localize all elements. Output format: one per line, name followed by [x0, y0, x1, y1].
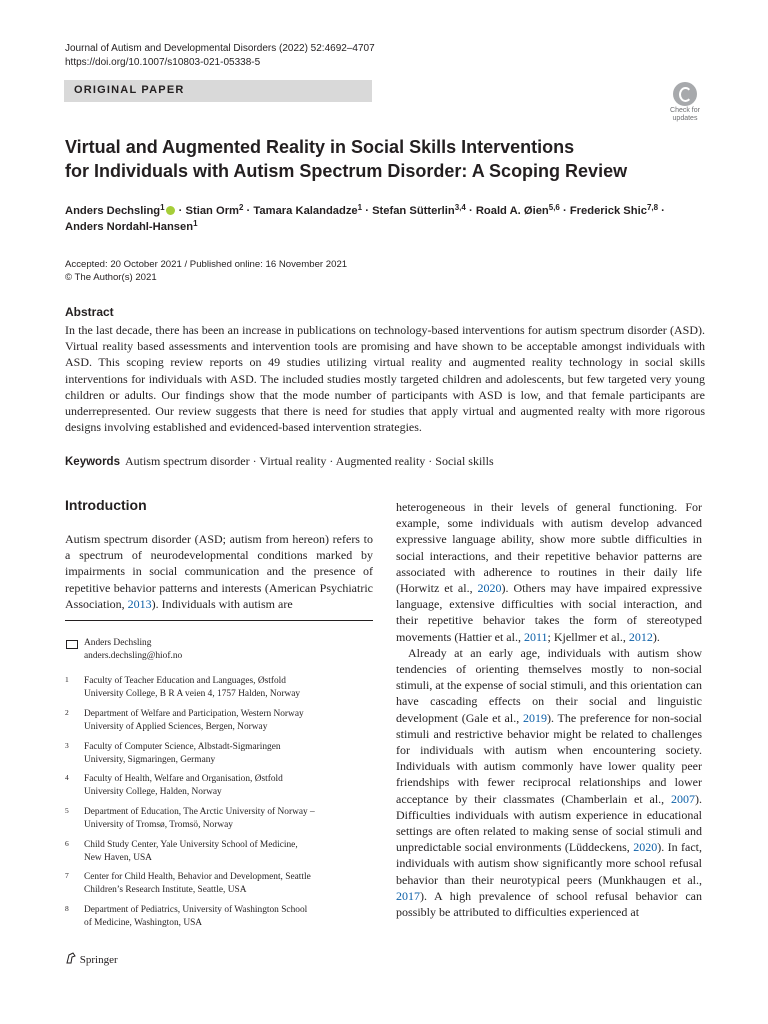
- affil-line: Children’s Research Institute, Seattle, USA: [84, 885, 247, 895]
- check-updates-icon: [673, 82, 697, 106]
- author-name[interactable]: Anders Nordahl-Hansen: [65, 221, 194, 233]
- citation-link[interactable]: 2020: [633, 840, 658, 855]
- body-text: Already at an early age, individuals with autism show tendencies of orienting themselves mostly to non-social stimuli, at the expense of social stimuli, and this orientation can have cascading effects on their social and linguistic development (Gale et al.,: [396, 645, 702, 725]
- affil-line: New Haven, USA: [84, 853, 152, 863]
- affil-number: 7: [65, 871, 69, 880]
- publisher-footer: [65, 952, 118, 966]
- affil-line: Department of Pediatrics, University of Washington School: [84, 905, 308, 915]
- intro-left-column: [65, 531, 373, 612]
- author-affil: 1: [193, 219, 198, 228]
- body-text: ). Individuals with autism are: [151, 596, 293, 611]
- badge-line-2: updates: [672, 115, 698, 122]
- springer-horse-icon: [65, 952, 77, 964]
- keywords: [65, 454, 705, 469]
- citation-link[interactable]: 2007: [671, 791, 695, 806]
- intro-paragraph-1: [65, 531, 373, 612]
- badge-line-1: Check for: [670, 107, 700, 114]
- article-type-banner: [64, 80, 372, 102]
- citation-link[interactable]: 2011: [523, 629, 548, 644]
- author-affil: 5,6: [548, 203, 560, 212]
- doi-link[interactable]: https://doi.org/10.1007/s10803-021-05338-5: [65, 57, 261, 68]
- paper-title: [65, 135, 685, 183]
- author-affil: 2: [239, 203, 244, 212]
- body-text: ). Difficulties individuals with autism experience in educational settings are often related to making sense of social stimuli and unpredictable social environments (Lüddeckens,: [396, 791, 702, 855]
- body-text: ). Others may have impaired expressive language, extensive difficulties with social interaction, and their repetitive behavior takes the form of stereotyped movements (Hattier et al.,: [396, 581, 702, 644]
- journal-citation: Journal of Autism and Developmental Disorders (2022) 52:4692–4707: [65, 43, 375, 54]
- corr-email[interactable]: anders.dechsling@hiof.no: [84, 651, 183, 661]
- intro-right-column: [396, 499, 702, 920]
- affil-number: 6: [65, 839, 69, 848]
- body-text: ). A high prevalence of school refusal behavior can possibly be attributed to difficulties experienced at: [396, 888, 702, 920]
- keywords-terms: Autism spectrum disorder · Virtual reality · Augmented reality · Social skills: [124, 454, 494, 468]
- intro-paragraph-2: [396, 499, 702, 645]
- affil-line: University College, B R A veien 4, 1757 Halden, Norway: [84, 689, 301, 699]
- author-line-2: [65, 219, 705, 235]
- corresponding-author: [65, 637, 375, 663]
- author-affil: 1: [160, 203, 165, 212]
- affil-number: 3: [65, 741, 69, 750]
- affil-number: 8: [65, 904, 69, 913]
- footnote-divider: [65, 620, 373, 621]
- author-affil: 7,8: [646, 203, 659, 212]
- affil-line: Center for Child Health, Behavior and Development, Seattle: [84, 872, 311, 882]
- affil-line: Department of Welfare and Participation, Western Norway: [84, 709, 304, 719]
- affil-line: University of Applied Sciences, Bergen, Norway: [84, 722, 268, 732]
- affil-number: 4: [65, 773, 69, 782]
- author-name[interactable]: Stian Orm: [185, 205, 239, 217]
- envelope-icon: [66, 640, 78, 649]
- affil-line: Faculty of Computer Science, Albstadt-Sigmaringen: [84, 742, 281, 752]
- affil-number: 1: [65, 675, 69, 684]
- author-affil: 3,4: [454, 203, 466, 212]
- body-text: ). In fact, individuals with autism show significantly more school refusal behavior than their neurotypical peers (Munkhaugen et al.,: [396, 840, 702, 887]
- publication-dates: [65, 258, 347, 284]
- affil-line: Child Study Center, Yale University School of Medicine,: [84, 840, 298, 850]
- publisher-name: Springer: [79, 954, 118, 966]
- citation-link[interactable]: 2020: [477, 581, 502, 596]
- title-line-2: for Individuals with Autism Spectrum Disorder: A Scoping Review: [65, 161, 628, 181]
- author-list: [65, 203, 705, 235]
- author-name[interactable]: Tamara Kalandadze: [253, 205, 358, 217]
- title-line-1: Virtual and Augmented Reality in Social Skills Interventions: [65, 137, 575, 157]
- affil-line: University, Sigmaringen, Germany: [84, 755, 216, 765]
- author-name[interactable]: Stefan Sütterlin: [372, 205, 455, 217]
- intro-paragraph-3: [396, 645, 702, 920]
- keywords-label: Keywords: [65, 456, 120, 468]
- author-name[interactable]: Roald A. Øien: [475, 205, 549, 217]
- author-line-1: Anders Dechsling$^1$ · Stian Orm$^2$ · Tamara Kalandadze$^1$ · Stefan Sütterlin$^{3,4}$ · Roald A. Øien$^{5,6}$ · Frederick Shic$^{7,8}$ ·: [65, 203, 665, 217]
- article-type-label: ORIGINAL PAPER: [74, 84, 185, 96]
- body-text: ).: [652, 629, 660, 644]
- affil-line: Faculty of Teacher Education and Languages, Østfold: [84, 676, 286, 686]
- author-name[interactable]: Frederick Shic: [569, 205, 647, 217]
- orcid-icon[interactable]: [166, 206, 175, 215]
- abstract-heading: Abstract: [65, 305, 114, 319]
- author-affil: 1: [357, 203, 363, 212]
- abstract-text: In the last decade, there has been an increase in publications on technology-based interventions for autism spectrum disorder (ASD). Virtual reality based assessments and intervention tools are promising and have shown to be acceptable amongst individuals with ASD. This scoping review reports on 49 studies utilizing virtual reality and augmented reality technology in social skills interventions for individuals with ASD. The included studies mostly targeted children and adolescents, but few targeted very young children or adults. Our findings show that the mode number of participants with ASD is low, and that female participants are underrepresented. Our review suggests that there is need for studies that apply virtual and augmented realty with more rigorous designs involving established and evidenced-based intervention strategies.: [65, 323, 705, 435]
- check-for-updates-badge[interactable]: [664, 82, 706, 126]
- affil-number: 2: [65, 708, 69, 717]
- affil-number: 5: [65, 806, 69, 815]
- affil-line: University of Tromsø, Tromsö, Norway: [84, 820, 233, 830]
- author-name[interactable]: Anders Dechsling: [65, 205, 161, 217]
- copyright-line: © The Author(s) 2021: [65, 272, 157, 283]
- body-text: ). The preference for non-social stimuli and restrictive behavior might be related to challenges for individuals with autism when encountering society. Individuals with autism commonly have lower quality peer friendships with fewer reciprocal relationships and lower acceptance by their classmates (Chamberlain et al.,: [396, 710, 702, 806]
- body-text: Autism spectrum disorder (ASD; autism from hereon) refers to a spectrum of neurodevelopmental conditions marked by impairments in social communication and the presence of repetitive behavior patterns and interests (American Psychiatric Association,: [65, 532, 373, 611]
- affil-line: Faculty of Health, Welfare and Organisation, Østfold: [84, 774, 283, 784]
- citation-link[interactable]: 2012: [628, 629, 653, 644]
- affil-line: Department of Education, The Arctic University of Norway –: [84, 807, 315, 817]
- accepted-published-line: Accepted: 20 October 2021 / Published online: 16 November 2021: [65, 259, 348, 270]
- body-text: heterogeneous in their levels of general functioning. For example, some individuals with autism develop advanced expressive language ability, show more subtle difficulties in social interactions, and their repetitive behavior patterns are associated with adherence to routines in their daily life (Horwitz et al.,: [396, 500, 702, 596]
- citation-link[interactable]: 2019: [522, 710, 547, 725]
- citation-link[interactable]: 2017: [396, 888, 420, 903]
- introduction-heading: Introduction: [65, 497, 147, 513]
- affil-line: of Medicine, Washington, USA: [84, 918, 203, 928]
- citation-link[interactable]: 2013: [127, 596, 152, 611]
- corr-name: Anders Dechsling: [84, 638, 152, 648]
- affil-line: University College, Halden, Norway: [84, 787, 222, 797]
- body-text: ; Kjellmer et al.,: [547, 629, 629, 644]
